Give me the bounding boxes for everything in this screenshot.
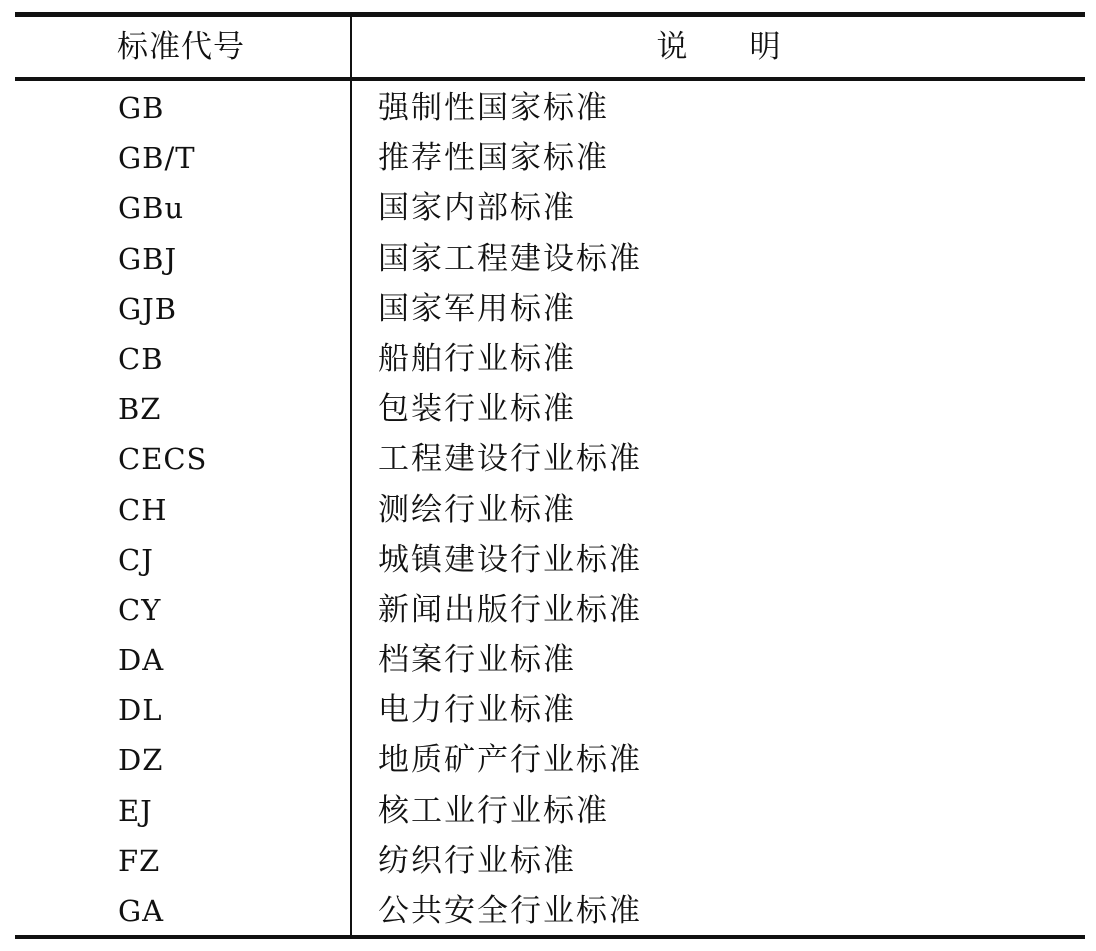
row-description: 工程建设行业标准 <box>378 441 642 478</box>
row-description: 强制性国家标准 <box>378 90 609 126</box>
row-description: 国家内部标准 <box>378 190 576 227</box>
row-code: DL <box>118 693 163 728</box>
table-row <box>15 131 1085 181</box>
row-description: 纺织行业标准 <box>378 842 576 879</box>
header-description: 说 明 <box>656 29 781 65</box>
table-row <box>15 633 1085 683</box>
row-code: GB <box>118 91 165 125</box>
row-code: CB <box>118 341 164 376</box>
row-code: CY <box>118 592 162 627</box>
row-description: 推荐性国家标准 <box>378 140 609 177</box>
table-row <box>15 834 1085 884</box>
row-description: 包装行业标准 <box>378 391 576 428</box>
standards-table <box>15 12 1085 940</box>
table-row <box>15 533 1085 583</box>
row-code: GJB <box>118 291 178 326</box>
table-row <box>15 232 1085 282</box>
table-row <box>15 282 1085 332</box>
row-code: GB/T <box>118 141 196 176</box>
table-row <box>15 733 1085 783</box>
header-code: 标准代号 <box>117 29 245 65</box>
table-row <box>15 332 1085 382</box>
row-description: 公共安全行业标准 <box>378 893 642 929</box>
row-code: FZ <box>118 843 161 878</box>
table-row <box>15 884 1085 934</box>
row-description: 档案行业标准 <box>378 642 576 679</box>
table-row <box>15 583 1085 633</box>
table-row <box>15 181 1085 231</box>
table-body <box>15 81 1085 934</box>
row-code: CJ <box>118 542 154 577</box>
table-row <box>15 784 1085 834</box>
row-description: 城镇建设行业标准 <box>378 541 642 578</box>
table-row <box>15 483 1085 533</box>
row-code: DA <box>118 643 165 678</box>
row-description: 国家工程建设标准 <box>378 240 642 277</box>
table-row <box>15 432 1085 482</box>
row-code: CH <box>118 492 168 527</box>
table-bottom-rule <box>15 935 1085 939</box>
table-row <box>15 382 1085 432</box>
table-row <box>15 683 1085 733</box>
row-code: GA <box>118 894 165 928</box>
row-description: 测绘行业标准 <box>378 491 576 528</box>
row-code: GBu <box>118 191 185 226</box>
row-description: 国家军用标准 <box>378 290 576 327</box>
table-header-row <box>15 17 1085 77</box>
row-code: GBJ <box>118 241 178 276</box>
row-code: EJ <box>118 793 153 828</box>
row-description: 船舶行业标准 <box>378 340 576 377</box>
row-description: 核工业行业标准 <box>378 792 609 829</box>
table-row <box>15 81 1085 131</box>
row-code: CECS <box>118 442 208 477</box>
row-description: 地质矿产行业标准 <box>378 742 642 779</box>
row-description: 电力行业标准 <box>378 692 576 729</box>
row-code: DZ <box>118 743 164 778</box>
row-code: BZ <box>118 392 162 427</box>
row-description: 新闻出版行业标准 <box>378 591 642 628</box>
